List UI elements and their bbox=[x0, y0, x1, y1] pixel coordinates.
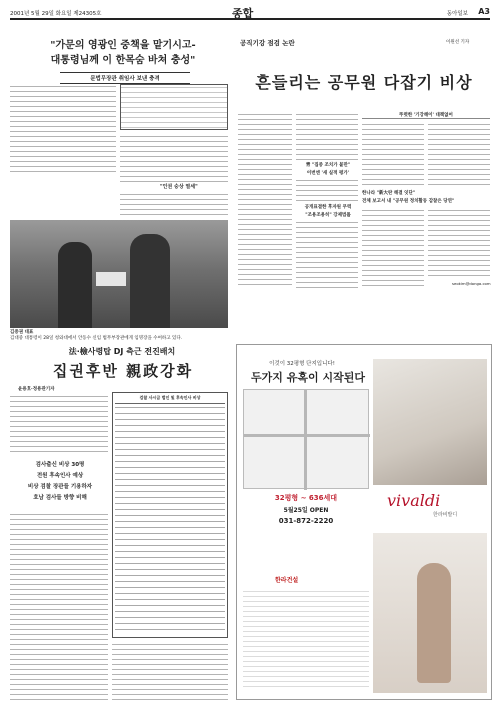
caption-title: 김중권 대표 bbox=[10, 330, 34, 335]
model-figure bbox=[417, 563, 451, 683]
lower-byline: 윤용호·정용관기자 bbox=[18, 387, 55, 392]
right-sub-9: 전체 보고서 내 "공무원 정치활동 감찰은 당연" bbox=[362, 199, 455, 204]
left-headline bbox=[18, 38, 228, 68]
right-sub-3: 이번엔 '새 실적 평가' bbox=[306, 171, 350, 176]
table-title: 검찰 사시급 법인 및 후속인사 비상 bbox=[139, 395, 201, 400]
pull-quote-2: 전원 후속인사 예상 bbox=[36, 473, 84, 479]
ad-photo-model bbox=[373, 533, 487, 693]
paper-name: 동아일보 bbox=[446, 11, 468, 17]
ad-photo-interior bbox=[373, 359, 487, 485]
left-subhead: 문법무장관 취임사 보낸 충격 bbox=[60, 72, 190, 84]
section-title: 종합 bbox=[232, 7, 254, 20]
right-body-col3 bbox=[362, 122, 424, 186]
pull-quotes bbox=[12, 460, 108, 504]
table-grid bbox=[115, 403, 225, 631]
pull-quote-4: 호남 검사들 방향 비해 bbox=[33, 495, 87, 501]
left-inset-box bbox=[120, 84, 228, 130]
caption-text: 김대중 대통령이 28일 청와대에서 안동수 신임 법무부장관에게 임명장을 수여하고 있다. bbox=[10, 336, 183, 341]
issue-date: 2001년 5월 29일 화요일 제24305호 bbox=[10, 11, 102, 17]
right-body-col2c bbox=[296, 220, 358, 288]
map-road-h bbox=[244, 434, 370, 437]
right-sub-5: "조용조용히" 강제법률 bbox=[305, 213, 351, 218]
pull-quote-1: 검사출신 비상 30명 bbox=[35, 462, 85, 468]
pull-quote-3: 비상 검찰 장관들 기용하자 bbox=[27, 484, 93, 490]
ad-headline: 두가지 유혹이 시작된다 bbox=[251, 371, 365, 384]
left-body-col2 bbox=[120, 134, 228, 182]
right-body-col1 bbox=[238, 112, 292, 288]
page-header bbox=[10, 6, 490, 20]
left-body-kicker: "인권 숭상 열세" bbox=[160, 184, 198, 190]
lower-headline: 집권후반 親政강화 bbox=[52, 362, 194, 380]
lower-body-col2 bbox=[112, 642, 228, 700]
right-sub-4: 공개표결한 후자원 무력 bbox=[304, 205, 352, 210]
left-body-col3 bbox=[120, 192, 228, 218]
map-road-v bbox=[304, 390, 307, 490]
ad-sponsor: 한라건설 bbox=[275, 577, 299, 584]
right-body-col4 bbox=[428, 122, 490, 186]
right-body-col4b bbox=[428, 208, 490, 278]
ad-map bbox=[243, 389, 369, 489]
right-kicker: 공직기강 점검 논란 bbox=[240, 39, 295, 47]
left-body-col1 bbox=[10, 84, 116, 172]
right-body-col2b bbox=[296, 178, 358, 202]
right-sub-8: 한나라 "新大란 해결 잇단" bbox=[362, 191, 416, 196]
right-sub-2: 靑 "집중 조치가 불만" bbox=[305, 163, 351, 168]
right-body-col2 bbox=[296, 112, 358, 160]
ad-brand-kr: 한라비발디 bbox=[433, 512, 458, 518]
page-number: A3 bbox=[478, 7, 490, 16]
lower-body-col1b bbox=[10, 512, 108, 700]
ad-area: 32평형 ~ 636세대 bbox=[274, 494, 338, 502]
news-photo bbox=[10, 220, 228, 328]
lower-body-col1a bbox=[10, 394, 108, 454]
ad-brand: vivaldi bbox=[387, 491, 441, 510]
right-sub-1: 뚜렷한 '기강해이' 대책없어 bbox=[362, 112, 490, 119]
personnel-table bbox=[112, 392, 228, 638]
photo-document bbox=[96, 272, 126, 286]
right-byline: 이원선 기자 bbox=[446, 40, 470, 45]
headline-line-2: 대통령님께 이 한목숨 바쳐 충성" bbox=[50, 55, 196, 66]
apartment-ad bbox=[236, 344, 492, 700]
ad-dots bbox=[243, 589, 369, 689]
ad-phone: 031-872-2220 bbox=[278, 517, 334, 525]
photo-figure-left bbox=[58, 242, 92, 328]
lower-kicker: 法·檢사령탑 DJ 측근 전진배치 bbox=[68, 347, 176, 356]
headline-line-1: "가문의 영광인 중책을 맡기시고- bbox=[50, 40, 196, 51]
photo-figure-right bbox=[130, 234, 170, 328]
right-email: seokim@donga.com bbox=[452, 281, 491, 286]
photo-caption bbox=[10, 330, 228, 342]
ad-open: 5월25일 OPEN bbox=[283, 507, 329, 514]
ad-tagline: 이것이 32평형 단지입니다! bbox=[269, 361, 335, 367]
right-headline: 흔들리는 공무원 다잡기 비상 bbox=[255, 73, 473, 92]
right-body-col3b bbox=[362, 208, 424, 288]
